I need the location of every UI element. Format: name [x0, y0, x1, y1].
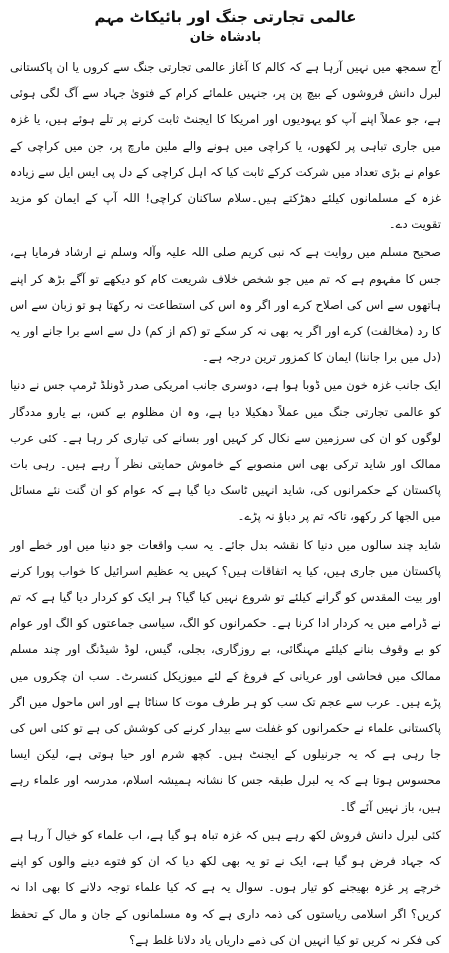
- paragraph-4: شاید چند سالوں میں دنیا کا نقشہ بدل جائے۔ یہ سب واقعات جو دنیا میں اور خطے اور پاکستان میں جاری ہیں، کیا یہ اتفاقات ہیں؟ کہیں یہ عظیم اسرائیل کا خواب پورا کرنے اور بیت المقدس کو گرانے کیلئے تو شروع نہیں کیا گیا؟ ہر ایک کو کردار دیا گیا ہے کہ تم نے ڈرامے میں یہ کردار ادا کرنا ہے۔ حکمرانوں کو الگ، سیاسی جماعتوں کو الگ اور عوام کو بے وقوف بنانے کیلئے مہنگائی، بے روزگاری، بجلی، گیس، لوڈ شیڈنگ اور چند مسلم ممالک میں فحاشی اور عریانی کے فروغ کے لئے میوزیکل کنسرٹ۔ سب ان چکروں میں پڑے ہیں۔ عرب سے عجم تک سب کو ہر طرف موت کا سناٹا ہے اور اس ماحول میں اگر پاکستانی علماء نے حکمرانوں کو غفلت سے بیدار کرنے کی کوشش کی ہے تو کئی اس کی جا رہی ہے کہ یہ جرنیلوں کے ایجنٹ ہیں۔ کچھ شرم اور حیا ہوتی ہے، لیکن ایسا محسوس ہوتا ہے کہ یہ لبرل طبقہ جس کا نشانہ ہمیشہ اسلام، مدرسہ اور علماء رہے ہیں، باز نہیں آئے گا۔: [10, 537, 441, 814]
- paragraph-1: آج سمجھ میں نہیں آرہا ہے کہ کالم کا آغاز عالمی تجارتی جنگ سے کروں یا ان پاکستانی لبرل دانش فروشوں کے بیچ پن پر، جنہیں علمائے کرام کے فتویٰ جہاد سے آگ لگی ہوئی ہے، جو عملاً اپنے آپ کو یہودیوں اور امریکا کا ایجنٹ ثابت کرنے پر تلے ہوئے ہیں، یا غزہ میں جاری تباہی پر لکھوں، یا کراچی میں ہونے والے ملین مارچ پر، جن میں کراچی کے عوام نے بڑی تعداد میں شرکت کرکے ثابت کیا کہ اہل کراچی کے دل پی ایس ایل سے زیادہ غزہ کے مسلمانوں کیلئے دھڑکتے ہیں۔سلام ساکنان کراچی! اللہ آپ کے ایمان کو مزید تقویت دے۔: [10, 60, 441, 232]
- author-name: بادشاہ خان: [189, 30, 262, 45]
- paragraph-3: ایک جانب غزہ خون میں ڈوبا ہوا ہے، دوسری جانب امریکی صدر ڈونلڈ ٹرمپ جس نے دنیا کو عالمی تجارتی جنگ میں عملاً دھکیلا دیا ہے، وہ ان مظلوم بے کس، بے یارو مددگار لوگوں کو ان کی سرزمین سے نکال کر کہیں اور بسانے کی تیاری کر رہا ہے۔ کئی عرب ممالک اور شاید ترکی بھی اس منصوبے کے خاموش حمایتی نظر آ رہے ہیں۔ رہی بات پاکستان کے حکمرانوں کی، شاید انہیں ٹاسک دیا گیا ہے کہ عوام کو ان گنت نئے مسائل میں الجھا کر رکھو، تاکہ تم پر دباؤ نہ پڑے۔: [10, 378, 441, 524]
- paragraph-5: کئی لبرل دانش فروش لکھ رہے ہیں کہ غزہ تباہ ہو گیا ہے، اب علماء کو خیال آ رہا ہے کہ جہاد فرض ہو گیا ہے، ایک نے تو یہ بھی لکھ دیا کہ ان کو فتوے دینے والوں کو اپنے خرچے پر غزہ بھیجنے کو تیار ہوں۔ سوال یہ ہے کہ کیا علماء توجہ دلانے کا بھی ادا نہ کریں؟ اگر اسلامی ریاستوں کی ذمہ داری ہے کہ وہ مسلمانوں کے جان و مال کے تحفظ کی فکر نہ کریں تو کیا انہیں ان کی ذمے داریاں یاد دلانا غلط ہے؟: [10, 827, 441, 947]
- article-title: عالمی تجارتی جنگ اور بائیکاٹ مہم: [94, 8, 357, 26]
- paragraph-2: صحیح مسلم میں روایت ہے کہ نبی کریم صلی اللہ علیہ وآلہ وسلم نے ارشاد فرمایا ہے، جس کا مفہوم ہے کہ تم میں جو شخص خلاف شریعت کام کو دیکھے تو آگے بڑھ کر اپنے ہاتھوں سے اس کی اصلاح کرے اور اگر وہ اس کی استطاعت نہ رکھتا ہو تو زبان سے اس کا رد (مخالفت) کرے اور اگر یہ بھی نہ کر سکے تو (کم از کم) دل سے اسے برا جانے اور یہ (دل میں برا جاننا) ایمان کا کمزور ترین درجہ ہے۔: [10, 245, 441, 365]
